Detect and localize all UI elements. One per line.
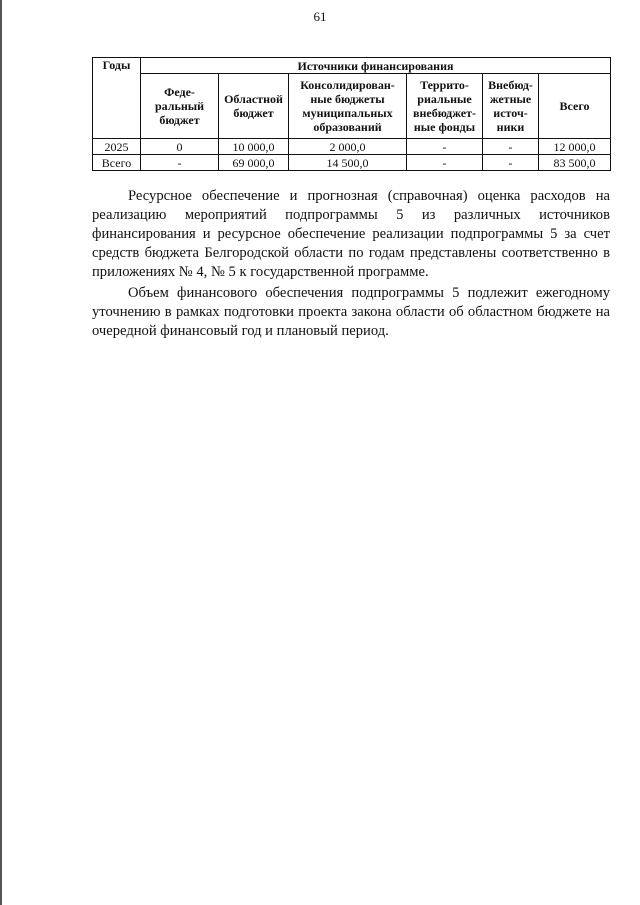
table-cell: - <box>483 139 539 155</box>
table-subheader-row <box>93 74 611 139</box>
table-cell: 0 <box>141 139 219 155</box>
row-label-cell: Всего <box>93 155 141 171</box>
header-extrabudgetary-sources: Внебюд- жетные источ- ники <box>483 74 539 139</box>
table-body <box>93 139 611 171</box>
table-row <box>93 155 611 171</box>
table-cell: 83 500,0 <box>539 155 611 171</box>
financing-table <box>92 57 611 171</box>
header-federal-budget: Феде- ральный бюджет <box>141 74 219 139</box>
table-row <box>93 139 611 155</box>
table-cell: 14 500,0 <box>289 155 407 171</box>
table-header-row <box>93 58 611 74</box>
row-label-cell: 2025 <box>93 139 141 155</box>
header-territorial-funds: Террито- риальные внебюджет- ные фонды <box>407 74 483 139</box>
header-years: Годы <box>93 58 141 139</box>
table-cell: - <box>407 155 483 171</box>
header-total: Всего <box>539 74 611 139</box>
paragraph-resource-provision: Ресурсное обеспечение и прогнозная (справочная) оценка расходов на реализацию мероприятий подпрограммы 5 из различных источников финансирования и ресурсное обеспечение реализации подпрограммы 5 за счет средств бюджета Белгородской области по годам представлены соответственно в приложениях № 4, № 5 к государственной программе. <box>92 188 610 280</box>
table-cell: - <box>141 155 219 171</box>
header-regional-budget: Областной бюджет <box>219 74 289 139</box>
header-financing-sources: Источники финансирования <box>141 58 611 74</box>
table-cell: 10 000,0 <box>219 139 289 155</box>
page-left-edge <box>0 0 2 905</box>
paragraph-financing-volume: Объем финансового обеспечения подпрограммы 5 подлежит ежегодному уточнению в рамках подготовки проекта закона области об областном бюджете на очередной финансовый год и плановый период. <box>92 285 610 339</box>
table-cell: - <box>407 139 483 155</box>
table-cell: 2 000,0 <box>289 139 407 155</box>
table-cell: - <box>483 155 539 171</box>
table-cell: 12 000,0 <box>539 139 611 155</box>
table-cell: 69 000,0 <box>219 155 289 171</box>
header-municipal-budgets: Консолидирован- ные бюджеты муниципальных образований <box>289 74 407 139</box>
page-number: 61 <box>313 9 327 24</box>
